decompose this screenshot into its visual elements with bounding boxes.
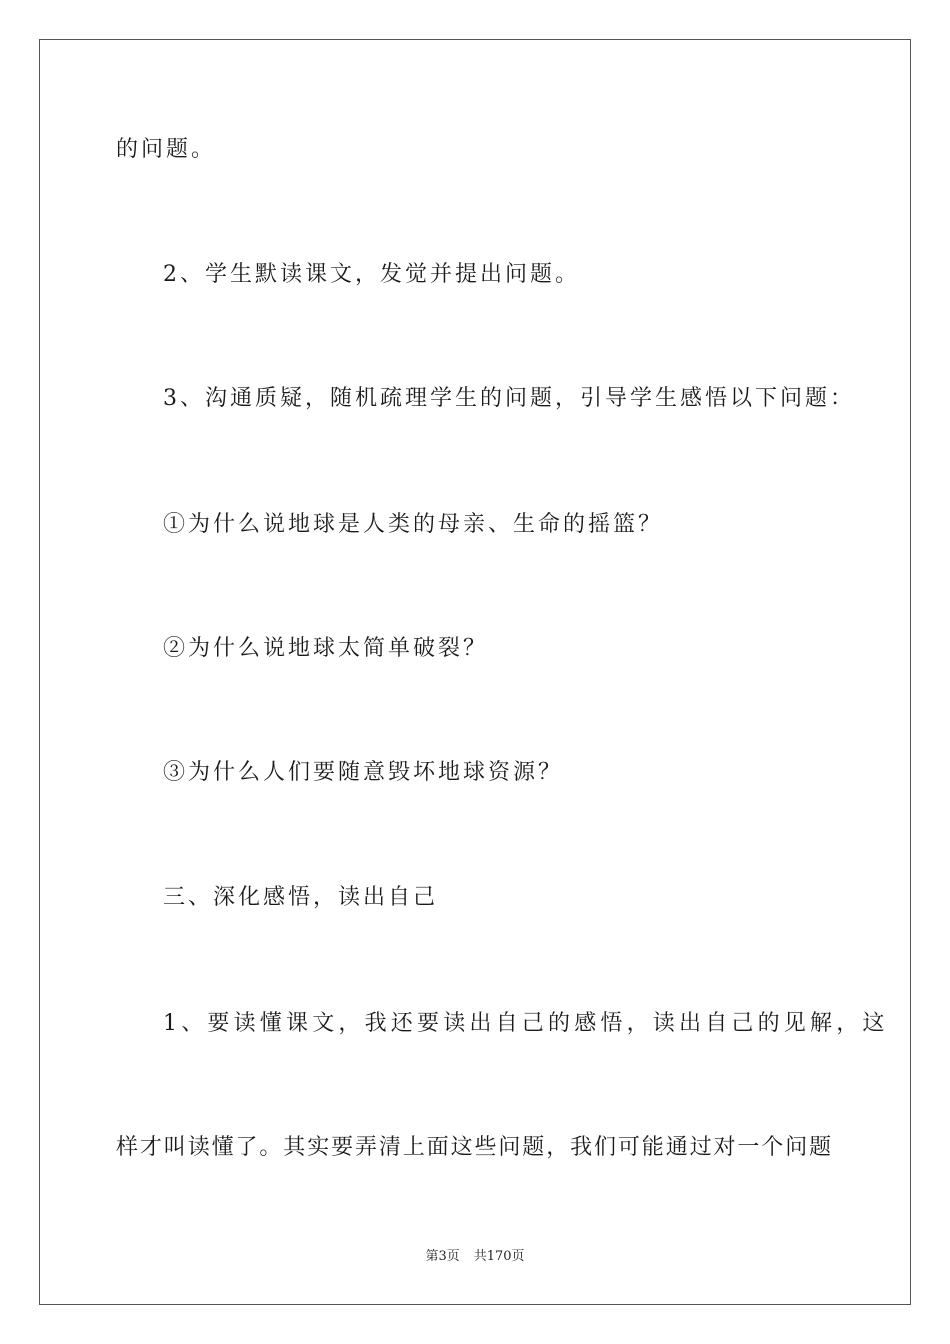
section-heading: 三、深化感悟，读出自己 — [163, 885, 439, 910]
text-line-9: 样才叫读懂了。其实要弄清上面这些问题，我们可能通过对一个问题 — [116, 1135, 834, 1160]
text-line-6: ③为什么人们要随意毁坏地球资源？ — [163, 760, 564, 785]
page-border — [39, 39, 911, 1305]
text-line-2: 2、学生默读课文，发觉并提出问题。 — [163, 262, 580, 287]
text-line-4: ①为什么说地球是人类的母亲、生命的摇篮？ — [163, 512, 664, 537]
text-line-5: ②为什么说地球太简单破裂？ — [163, 636, 489, 661]
text-line-3: 3、沟通质疑，随机疏理学生的问题，引导学生感悟以下问题： — [163, 386, 855, 411]
total-pages: 共170页 — [473, 1249, 525, 1264]
text-line-1: 的问题。 — [116, 137, 217, 162]
page-number: 第3页 — [425, 1249, 460, 1264]
page-footer — [0, 1248, 950, 1266]
text-line-8: 1、要读懂课文，我还要读出自己的感悟，读出自己的见解，这 — [163, 1011, 889, 1036]
